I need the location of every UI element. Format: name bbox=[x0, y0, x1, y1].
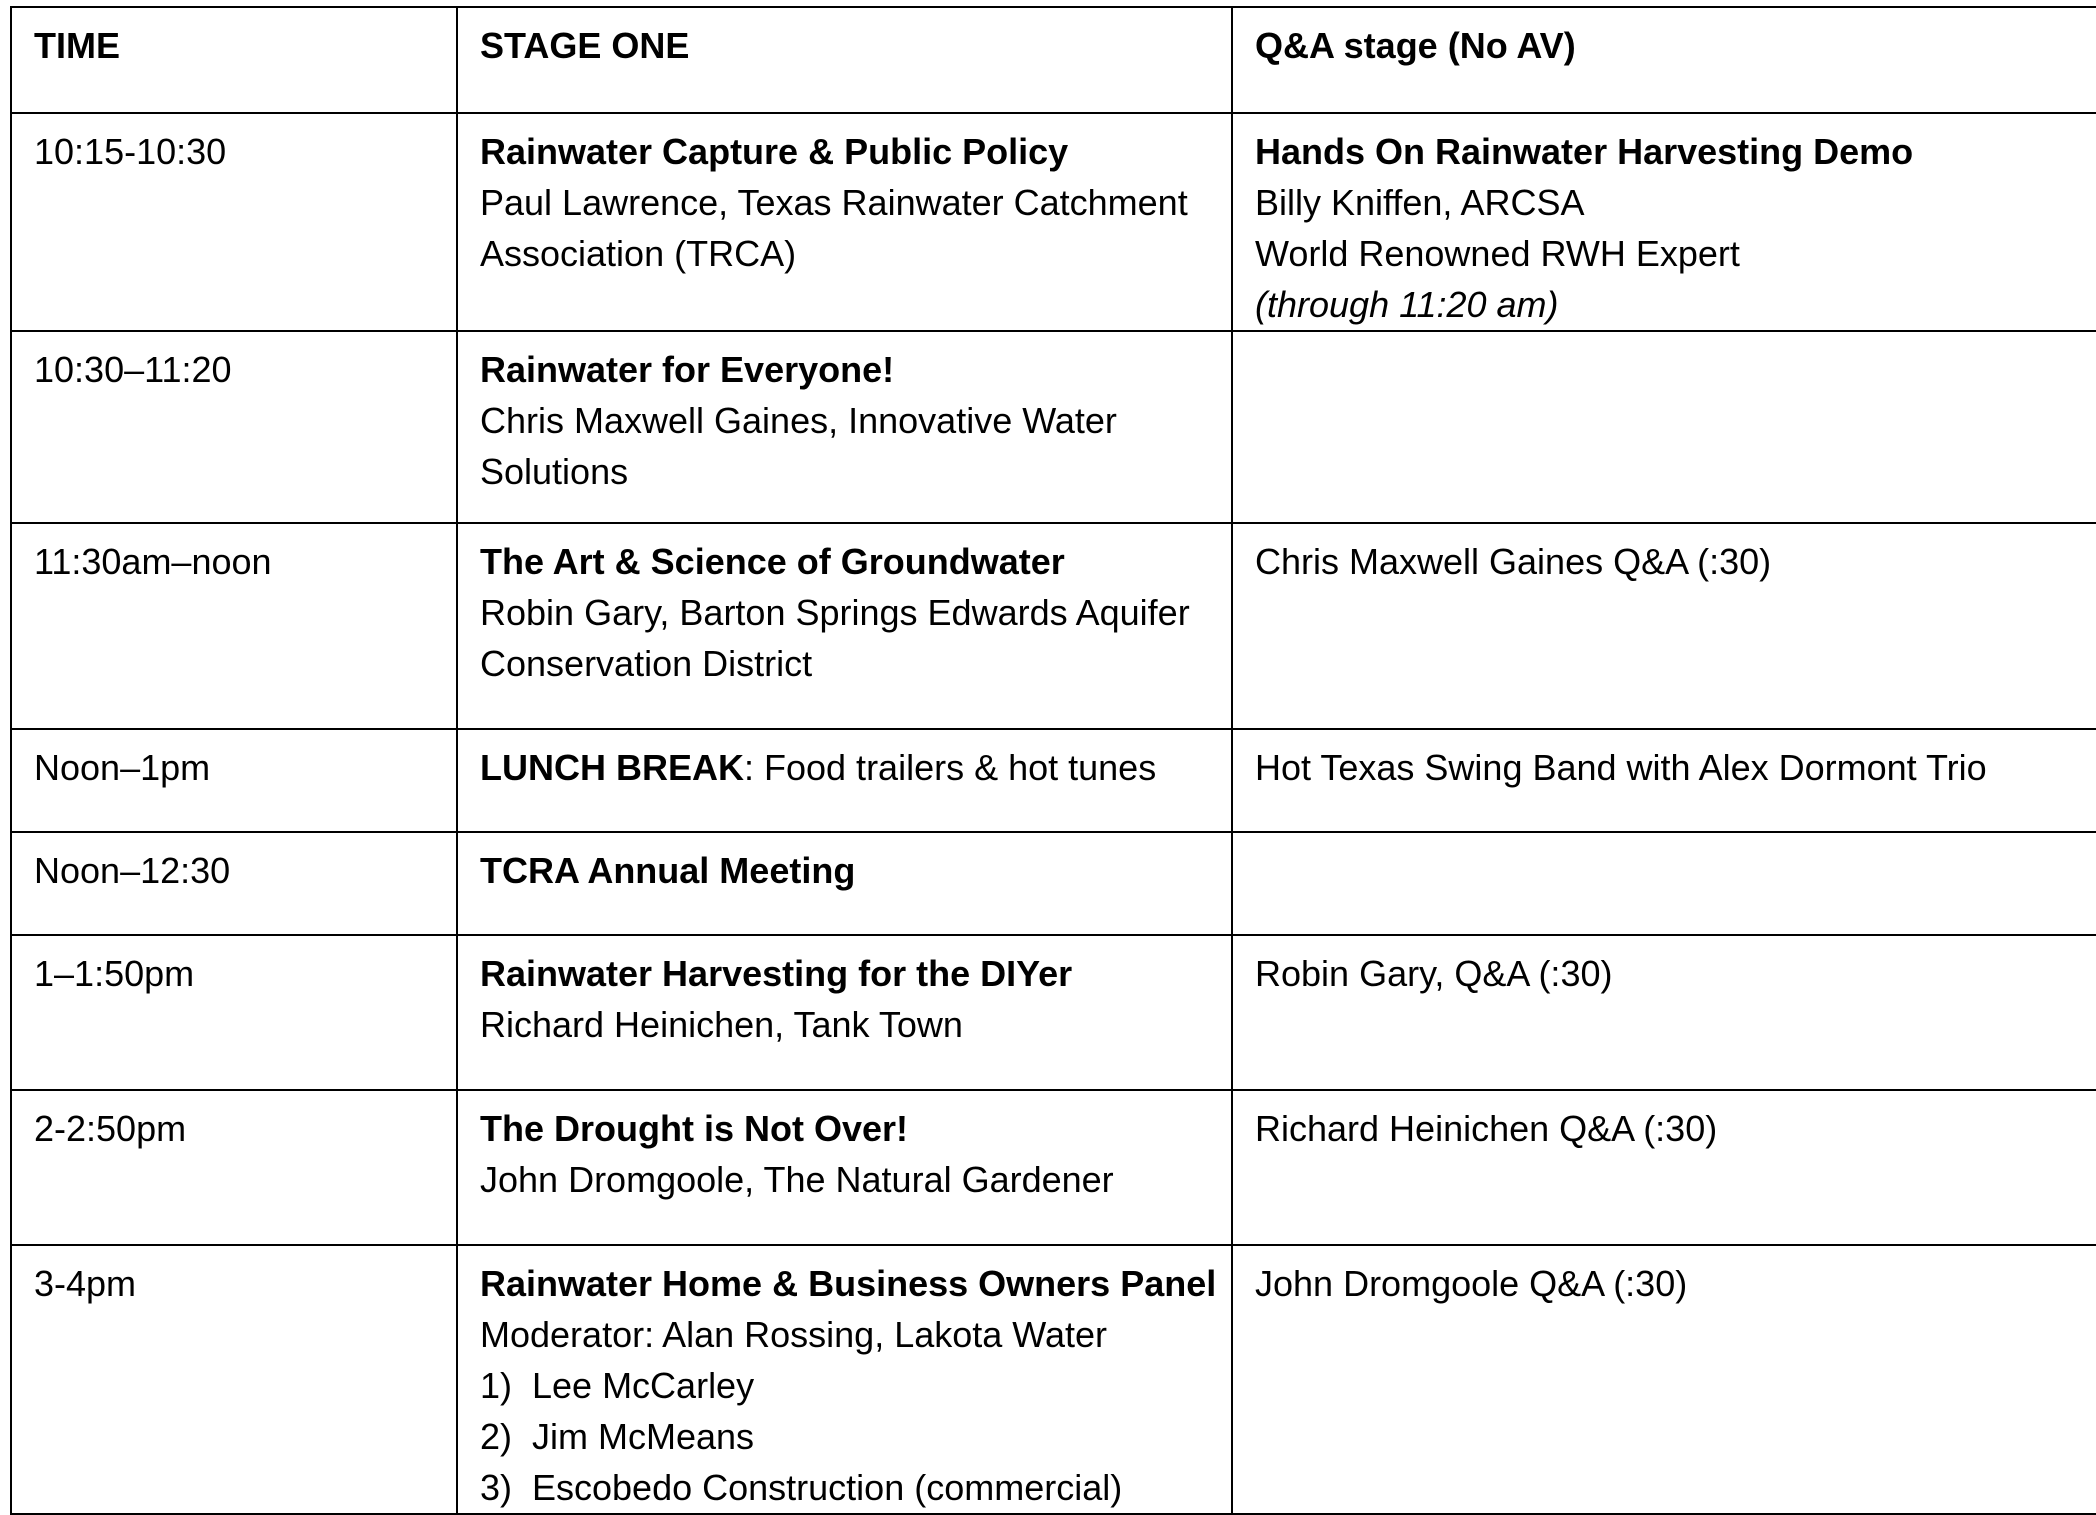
session-speaker: Chris Maxwell Gaines, Innovative Water Solutions bbox=[480, 400, 1117, 492]
header-row bbox=[11, 7, 2096, 113]
session-title: TCRA Annual Meeting bbox=[480, 850, 856, 891]
stage-cell bbox=[457, 113, 1232, 331]
time-cell: 1–1:50pm bbox=[11, 935, 457, 1090]
header-stage-one: STAGE ONE bbox=[457, 7, 1232, 113]
table-row bbox=[11, 729, 2096, 832]
qa-cell: Chris Maxwell Gaines Q&A (:30) bbox=[1232, 523, 2096, 729]
table-row bbox=[11, 1090, 2096, 1245]
panelist-number: 1) bbox=[480, 1365, 513, 1406]
session-speaker: Richard Heinichen, Tank Town bbox=[480, 1004, 963, 1045]
panelist-number: 3) bbox=[480, 1467, 513, 1508]
table-row bbox=[11, 935, 2096, 1090]
table-row bbox=[11, 832, 2096, 935]
stage-cell bbox=[457, 832, 1232, 935]
time-cell: 3-4pm bbox=[11, 1245, 457, 1514]
qa-cell bbox=[1232, 832, 2096, 935]
qa-cell bbox=[1232, 113, 2096, 331]
time-cell: 10:15-10:30 bbox=[11, 113, 457, 331]
session-title: The Drought is Not Over! bbox=[480, 1108, 909, 1149]
session-detail: : Food trailers & hot tunes bbox=[744, 747, 1157, 788]
time-cell: 2-2:50pm bbox=[11, 1090, 457, 1245]
qa-cell: Richard Heinichen Q&A (:30) bbox=[1232, 1090, 2096, 1245]
qa-speaker-role: World Renowned RWH Expert bbox=[1255, 233, 1740, 274]
panelist-name: Escobedo Construction (commercial) bbox=[532, 1467, 1123, 1508]
header-qa-stage: Q&A stage (No AV) bbox=[1232, 7, 2096, 113]
qa-cell: Robin Gary, Q&A (:30) bbox=[1232, 935, 2096, 1090]
schedule-table bbox=[10, 6, 2096, 1515]
panelist-name: Jim McMeans bbox=[532, 1416, 755, 1457]
time-cell: Noon–1pm bbox=[11, 729, 457, 832]
table-row bbox=[11, 113, 2096, 331]
stage-cell bbox=[457, 1245, 1232, 1514]
session-moderator: Moderator: Alan Rossing, Lakota Water bbox=[480, 1314, 1107, 1355]
stage-cell bbox=[457, 1090, 1232, 1245]
stage-cell bbox=[457, 729, 1232, 832]
stage-cell bbox=[457, 935, 1232, 1090]
qa-cell: John Dromgoole Q&A (:30) bbox=[1232, 1245, 2096, 1514]
table-row bbox=[11, 1245, 2096, 1514]
session-speaker: Robin Gary, Barton Springs Edwards Aquifer Conservation District bbox=[480, 592, 1190, 684]
session-title: Rainwater Capture & Public Policy bbox=[480, 131, 1069, 172]
panelist-name: Lee McCarley bbox=[532, 1365, 755, 1406]
table-row bbox=[11, 523, 2096, 729]
table-row bbox=[11, 331, 2096, 523]
qa-cell: Hot Texas Swing Band with Alex Dormont Trio bbox=[1232, 729, 2096, 832]
qa-speaker: Billy Kniffen, ARCSA bbox=[1255, 182, 1585, 223]
session-title: The Art & Science of Groundwater bbox=[480, 541, 1065, 582]
time-cell: Noon–12:30 bbox=[11, 832, 457, 935]
time-cell: 10:30–11:20 bbox=[11, 331, 457, 523]
session-title: Rainwater Harvesting for the DIYer bbox=[480, 953, 1073, 994]
qa-title: Hands On Rainwater Harvesting Demo bbox=[1255, 131, 1914, 172]
panelist-item bbox=[480, 1360, 1223, 1411]
session-title: LUNCH BREAK bbox=[480, 747, 744, 788]
panelist-number: 2) bbox=[480, 1416, 513, 1457]
qa-cell bbox=[1232, 331, 2096, 523]
session-title: Rainwater for Everyone! bbox=[480, 349, 895, 390]
stage-cell bbox=[457, 523, 1232, 729]
stage-cell bbox=[457, 331, 1232, 523]
header-time: TIME bbox=[11, 7, 457, 113]
panelist-item bbox=[480, 1462, 1223, 1513]
qa-note: (through 11:20 am) bbox=[1255, 284, 1559, 325]
panelist-item bbox=[480, 1411, 1223, 1462]
session-speaker: Paul Lawrence, Texas Rainwater Catchment Association (TRCA) bbox=[480, 182, 1188, 274]
time-cell: 11:30am–noon bbox=[11, 523, 457, 729]
session-title: Rainwater Home & Business Owners Panel bbox=[480, 1263, 1217, 1304]
session-speaker: John Dromgoole, The Natural Gardener bbox=[480, 1159, 1114, 1200]
